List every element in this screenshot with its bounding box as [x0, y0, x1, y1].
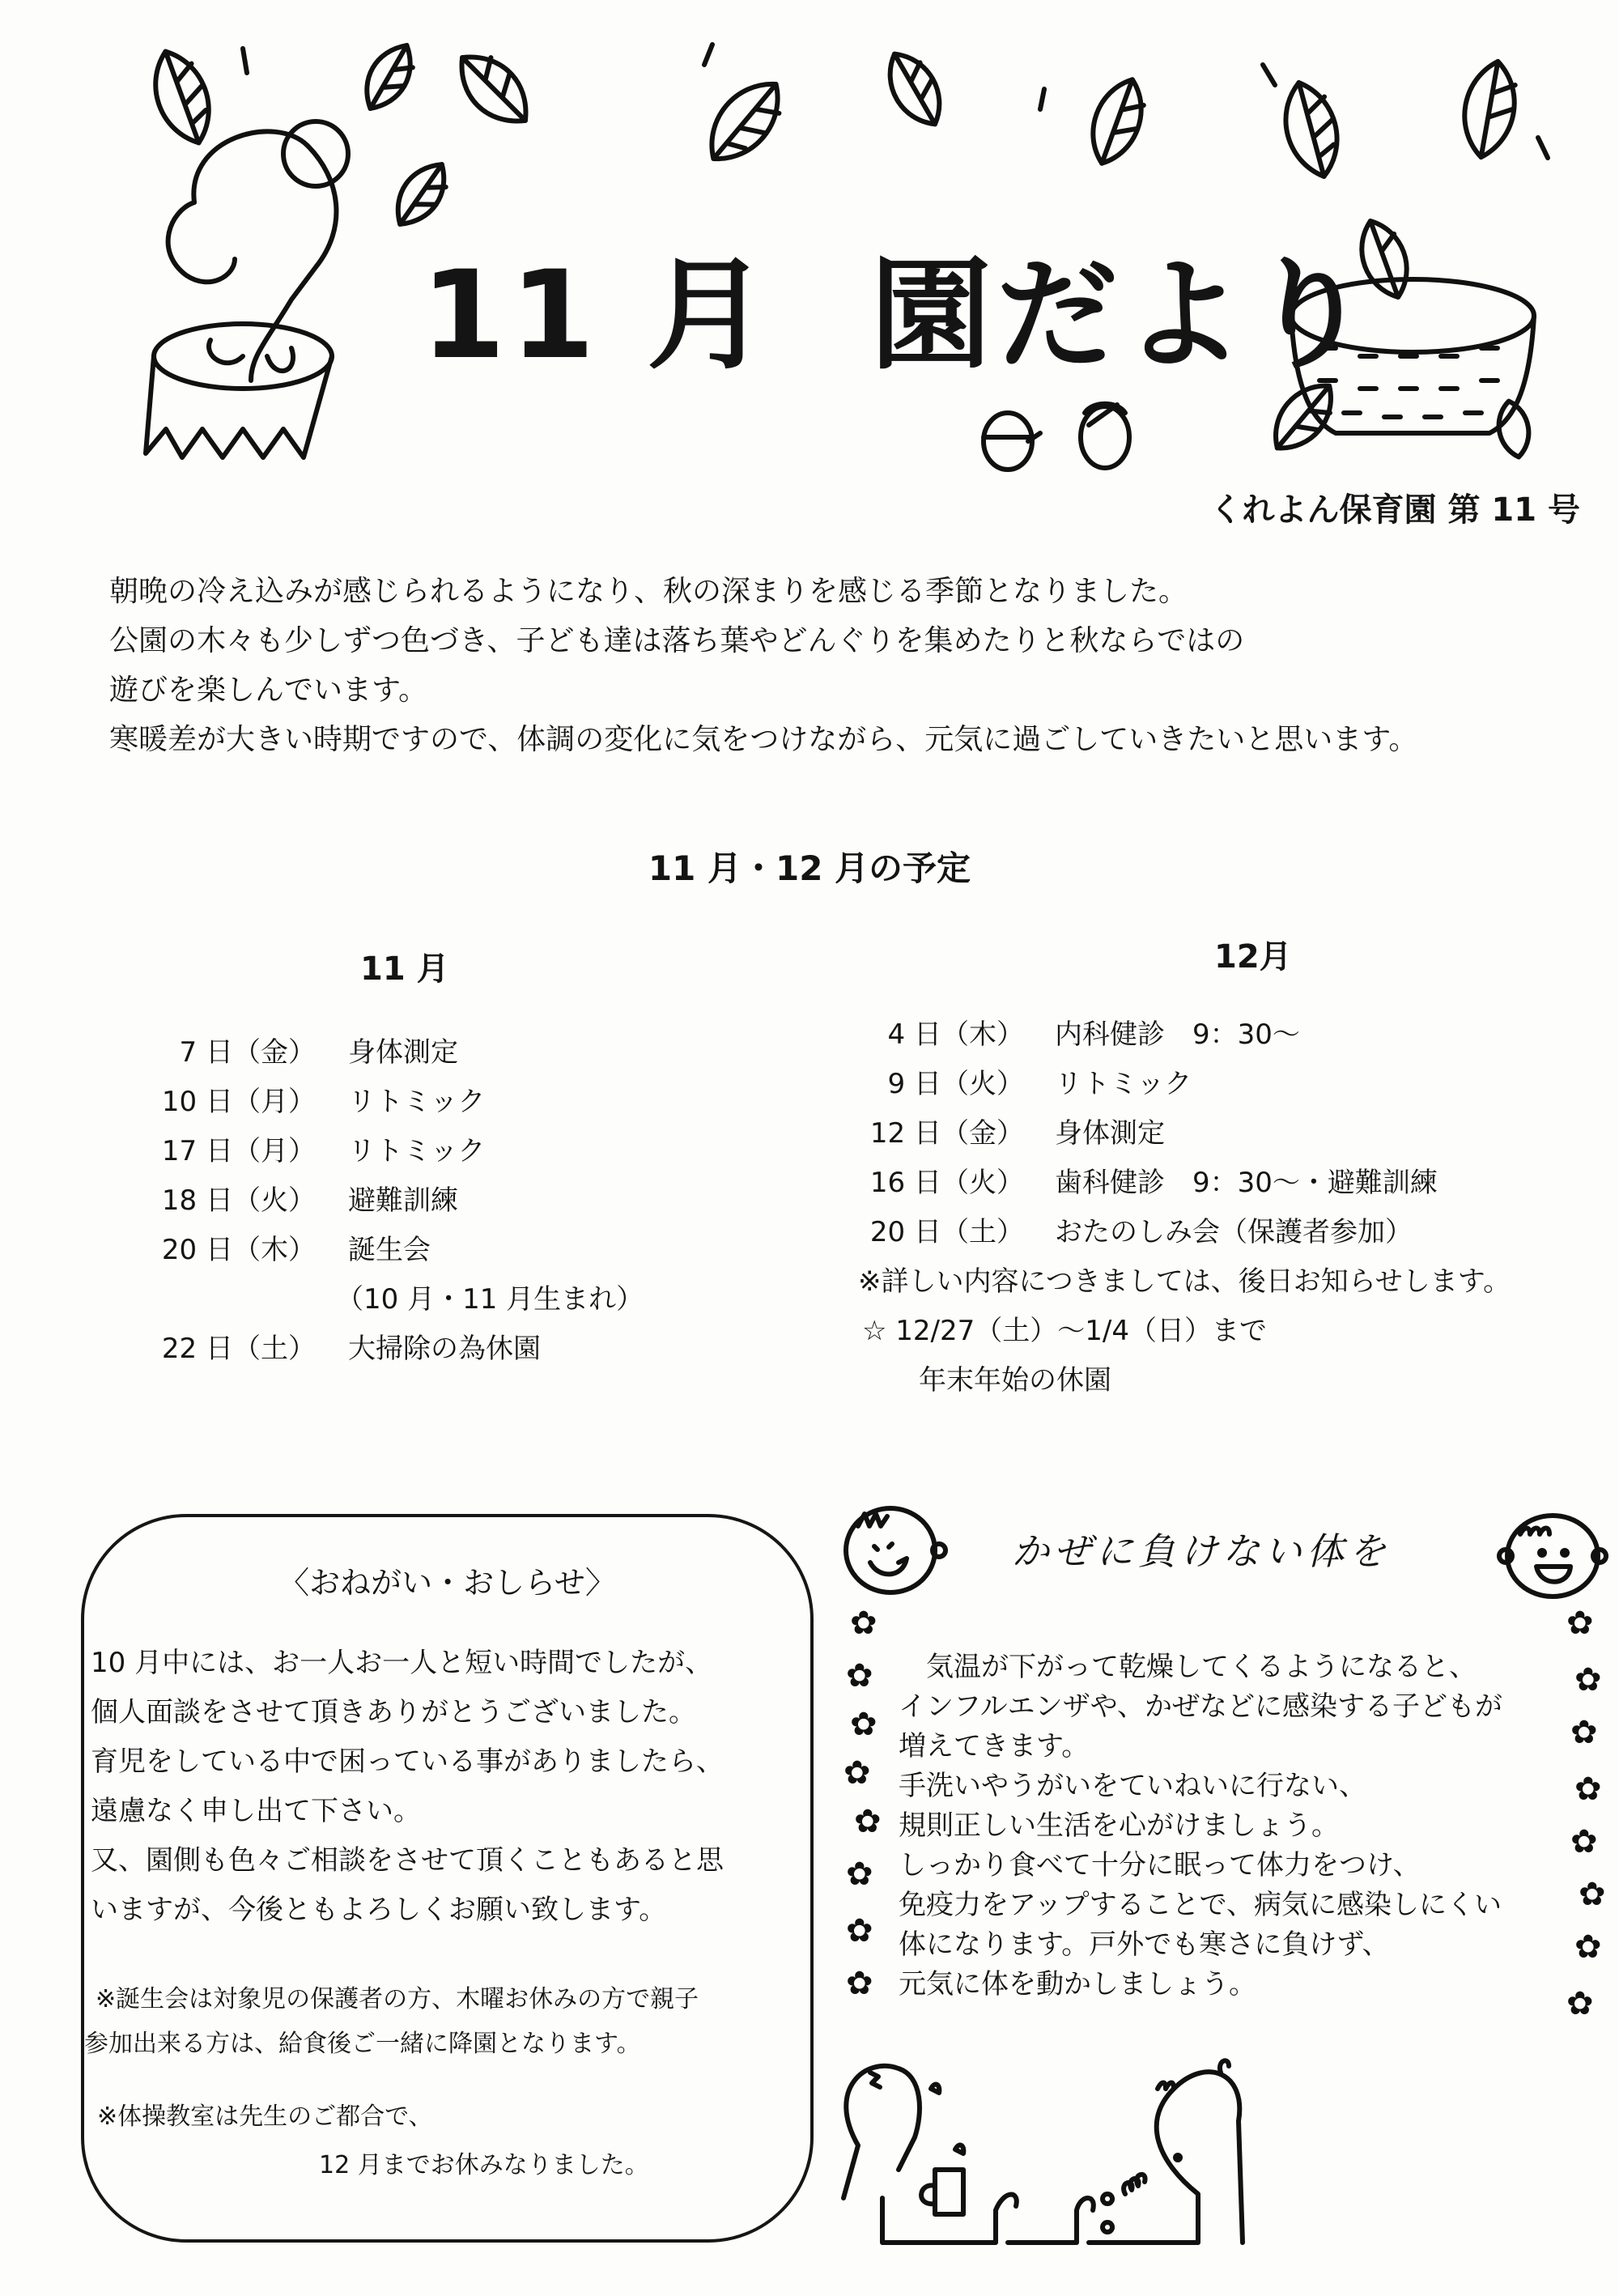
schedule-date: 4 日（木）	[887, 1018, 1024, 1051]
holiday-period: ☆ 12/27（土）～1/4（日）まで	[862, 1315, 1267, 1347]
flower-icon: ✿	[1570, 1714, 1598, 1751]
schedule-row	[826, 1010, 1511, 1060]
health-title: かぜに負けない体を	[1012, 1529, 1391, 1573]
flower-icon: ✿	[843, 1754, 871, 1792]
schedule-date: 20 日（木）	[161, 1234, 316, 1266]
schedule-event: リトミック	[348, 1135, 486, 1167]
schedule-event: （10 月・11 月生まれ）	[336, 1283, 644, 1316]
schedule-date: 7 日（金）	[179, 1036, 316, 1069]
title-main: 園だより	[869, 245, 1375, 386]
december-heading: 12月	[1214, 938, 1292, 976]
december-schedule	[826, 1010, 1511, 1405]
title-month: 11 月	[421, 245, 773, 386]
schedule-event: 内科健診 9：30～	[1055, 1018, 1300, 1051]
schedule-row	[121, 1127, 644, 1176]
health-line: 体になります。戸外でも寒さに負けず、	[899, 1928, 1390, 1961]
health-line: 元気に体を動かしましょう。	[899, 1968, 1256, 2000]
notice-line: 又、園側も色々ご相談をさせて頂くこともあると思	[91, 1844, 724, 1877]
flower-icon: ✿	[1579, 1876, 1606, 1913]
flower-icon: ✿	[846, 1965, 873, 2002]
flower-icon: ✿	[846, 1912, 873, 1949]
notice-box	[81, 1514, 814, 2243]
schedule-date: 20 日（土）	[869, 1216, 1024, 1248]
publisher-issue: くれよん保育園 第 11 号	[1209, 491, 1580, 529]
flower-icon: ✿	[1566, 1605, 1594, 1642]
gym-note-cont: 12 月までお休みなりました。	[319, 2151, 649, 2179]
flower-icon: ✿	[1574, 1661, 1602, 1699]
intro-line: 遊びを楽しんでいます。	[109, 674, 428, 707]
birthday-note: ※誕生会は対象児の保護者の方、木曜お休みの方で親子	[96, 1985, 699, 2013]
flower-icon: ✿	[846, 1657, 873, 1694]
notice-line: 育児をしている中で困っている事がありましたら、	[91, 1745, 724, 1778]
schedule-event: リトミック	[348, 1086, 486, 1118]
health-line: しっかり食べて十分に眠って体力をつけ、	[899, 1849, 1421, 1881]
notice-line: 10 月中には、お一人お一人と短い時間でしたが、	[91, 1647, 713, 1679]
schedule-event: 身体測定	[348, 1036, 458, 1069]
schedule-date: 9 日（火）	[887, 1068, 1024, 1100]
notice-line: 個人面談をさせて頂きありがとうございました。	[91, 1696, 696, 1728]
notice-line: いますが、今後ともよろしくお願い致します。	[91, 1894, 667, 1926]
health-line: 気温が下がって乾燥してくるようになると、	[899, 1651, 1477, 1683]
schedule-row	[121, 1078, 644, 1127]
intro-paragraph	[109, 567, 1417, 764]
health-line: 免疫力をアップすることで、病気に感染しにくい	[899, 1889, 1502, 1921]
intro-line: 朝晩の冷え込みが感じられるようになり、秋の深まりを感じる季節となりました。	[109, 575, 1188, 608]
schedule-event: 歯科健診 9：30～・避難訓練	[1055, 1167, 1438, 1199]
schedule-row	[121, 1324, 644, 1374]
health-body	[899, 1648, 1502, 2005]
schedule-row	[121, 1028, 644, 1078]
page-title	[421, 217, 1375, 392]
holiday-label: 年末年始の休園	[919, 1364, 1111, 1397]
flower-icon: ✿	[1574, 1928, 1602, 1966]
schedule-row	[826, 1109, 1511, 1159]
november-schedule	[121, 1028, 644, 1374]
schedule-event: 身体測定	[1055, 1117, 1165, 1150]
boy-face-icon	[842, 1502, 947, 1599]
health-line: 増えてきます。	[899, 1730, 1090, 1762]
schedule-row	[121, 1275, 644, 1324]
flower-icon: ✿	[850, 1605, 877, 1642]
schedule-date: 22 日（土）	[161, 1333, 316, 1365]
flower-icon: ✿	[1566, 1985, 1594, 2022]
flower-icon: ✿	[854, 1803, 882, 1840]
notice-body	[91, 1639, 724, 1935]
schedule-date: 17 日（月）	[161, 1135, 316, 1167]
schedule-event: リトミック	[1055, 1068, 1192, 1100]
schedule-date: 10 日（月）	[161, 1086, 316, 1118]
handwashing-gargling-illustration	[834, 2024, 1619, 2267]
schedule-row	[121, 1226, 644, 1275]
schedule-row	[121, 1176, 644, 1226]
gym-note: ※体操教室は先生のご都合で、	[97, 2103, 433, 2131]
schedule-detail-note: ※詳しい内容につきましては、後日お知らせします。	[858, 1265, 1511, 1298]
health-line: 手洗いやうがいをていねいに行ない、	[899, 1770, 1366, 1802]
november-heading: 11 月	[360, 950, 449, 988]
flower-icon: ✿	[846, 1856, 873, 1893]
schedule-date	[121, 1275, 316, 1324]
notice-title: 〈おねがい・おしらせ〉	[278, 1565, 616, 1601]
flower-icon: ✿	[850, 1706, 877, 1743]
birthday-note-cont: 参加出来る方は、給食後ご一緒に降園となります。	[84, 2030, 641, 2058]
health-line: インフルエンザや、かぜなどに感染する子どもが	[899, 1690, 1502, 1723]
schedule-heading: 11 月・12 月の予定	[648, 848, 971, 888]
intro-line: 寒暖差が大きい時期ですので、体調の変化に気をつけながら、元気に過ごしていきたいと思います。	[109, 723, 1418, 756]
schedule-event: 避難訓練	[348, 1184, 458, 1217]
schedule-event: おたのしみ会（保護者参加）	[1055, 1216, 1413, 1248]
flower-icon: ✿	[1570, 1823, 1598, 1860]
schedule-date: 18 日（火）	[161, 1184, 316, 1217]
schedule-row	[826, 1060, 1511, 1109]
schedule-date: 16 日（火）	[869, 1167, 1024, 1199]
notice-line: 遠慮なく申し出て下さい。	[91, 1795, 421, 1827]
schedule-event: 大掃除の為休園	[348, 1333, 541, 1365]
schedule-row	[826, 1208, 1511, 1257]
girl-face-icon	[1496, 1506, 1609, 1603]
intro-line: 公園の木々も少しずつ色づき、子ども達は落ち葉やどんぐりを集めたりと秋ならではの	[109, 624, 1245, 657]
schedule-row	[826, 1159, 1511, 1208]
schedule-event: 誕生会	[348, 1234, 431, 1266]
flower-icon: ✿	[1574, 1771, 1602, 1808]
health-line: 規則正しい生活を心がけましょう。	[899, 1809, 1339, 1842]
schedule-date: 12 日（金）	[869, 1117, 1024, 1150]
